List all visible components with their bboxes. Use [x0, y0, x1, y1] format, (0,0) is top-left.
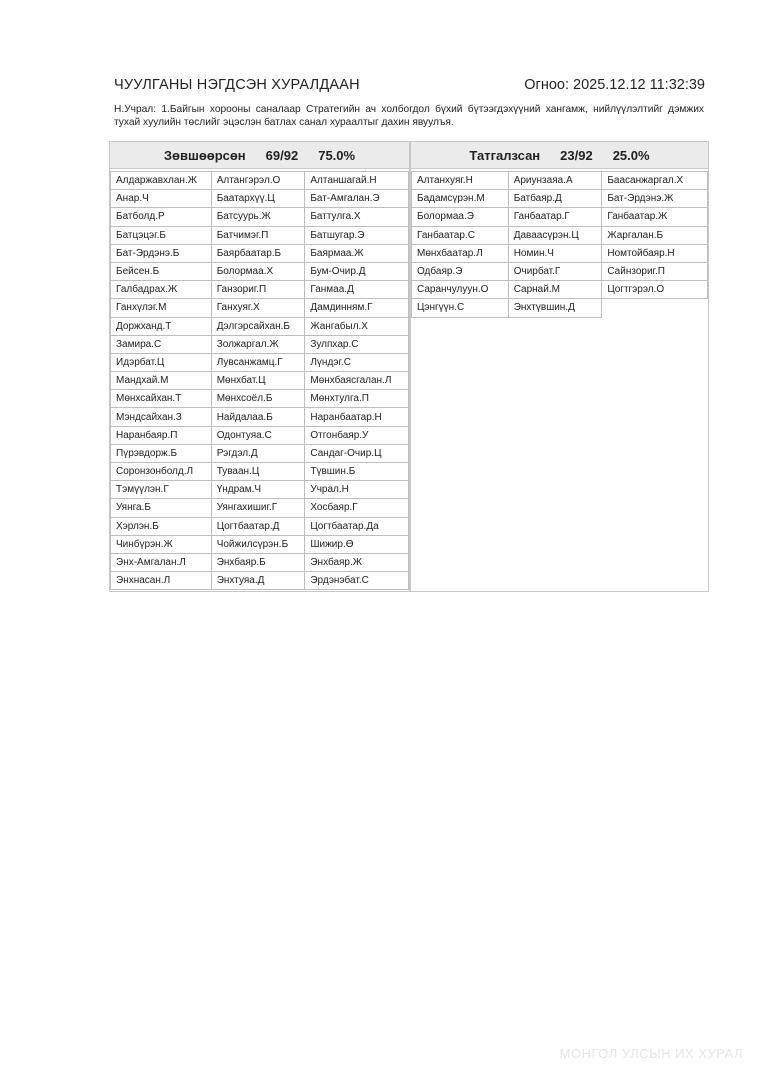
member-name: Сайнзориг.П: [602, 262, 708, 280]
member-name: Галбадрах.Ж: [111, 281, 212, 299]
member-name: Энхбаяр.Б: [211, 553, 305, 571]
member-name: Мөнхсайхан.Т: [111, 390, 212, 408]
reject-label: Татгалзсан: [469, 147, 541, 163]
member-name: Түвшин.Б: [305, 463, 409, 481]
table-row: [412, 244, 708, 262]
reject-header: [411, 142, 708, 169]
member-name: Очирбат.Г: [508, 262, 602, 280]
table-row: [111, 572, 409, 590]
member-name: Жаргалан.Б: [602, 226, 708, 244]
approve-header: [110, 142, 409, 169]
member-name: Идэрбат.Ц: [111, 353, 212, 371]
member-name: Ганбаатар.Г: [508, 208, 602, 226]
member-name: Уянга.Б: [111, 499, 212, 517]
member-name: Ганбаатар.С: [412, 226, 509, 244]
member-name: Номин.Ч: [508, 244, 602, 262]
approve-percent: 75.0%: [318, 147, 356, 163]
member-name: Зулпхар.С: [305, 335, 409, 353]
member-name: Ганбаатар.Ж: [602, 208, 708, 226]
member-name: Отгонбаяр.У: [305, 426, 409, 444]
member-name: Найдалаа.Б: [211, 408, 305, 426]
member-name: Наранбаатар.Н: [305, 408, 409, 426]
table-row: [412, 208, 708, 226]
member-name: Мөнхбат.Ц: [211, 372, 305, 390]
member-name: Мэндсайхан.З: [111, 408, 212, 426]
member-name: Номтойбаяр.Н: [602, 244, 708, 262]
member-name: Замира.С: [111, 335, 212, 353]
table-row: [111, 372, 409, 390]
table-row: [111, 463, 409, 481]
table-row: [111, 517, 409, 535]
page-title: ЧУУЛГАНЫ НЭГДСЭН ХУРАЛДААН: [114, 77, 360, 93]
member-name: Эрдэнэбат.С: [305, 572, 409, 590]
member-name: Энхнасан.Л: [111, 572, 212, 590]
member-name: Ганхүлэг.М: [111, 299, 212, 317]
member-name: Бат-Эрдэнэ.Б: [111, 244, 212, 262]
member-name: Даваасүрэн.Ц: [508, 226, 602, 244]
member-name: Учрал.Н: [305, 481, 409, 499]
reject-count: 23/92: [560, 147, 593, 163]
member-name: Баасанжаргал.Х: [602, 172, 708, 190]
member-name: Соронзонболд.Л: [111, 463, 212, 481]
member-name: Лувсанжамц.Г: [211, 353, 305, 371]
member-name: Мөнхтулга.П: [305, 390, 409, 408]
member-name: Үндрам.Ч: [211, 481, 305, 499]
reject-percent: 25.0%: [612, 147, 650, 163]
reject-names-table: [411, 171, 708, 318]
member-name: Сарнай.М: [508, 281, 602, 299]
member-name: [602, 299, 708, 317]
member-name: Уянгахишиг.Г: [211, 499, 305, 517]
table-row: [111, 244, 409, 262]
member-name: Анар.Ч: [111, 190, 212, 208]
member-name: Доржханд.Т: [111, 317, 212, 335]
member-name: Хэрлэн.Б: [111, 517, 212, 535]
member-name: Лүндэг.С: [305, 353, 409, 371]
member-name: Рэгдэл.Д: [211, 444, 305, 462]
member-name: Туваан.Ц: [211, 463, 305, 481]
member-name: Мөнхсоёл.Б: [211, 390, 305, 408]
table-row: [412, 299, 708, 317]
member-name: Ариунзаяа.А: [508, 172, 602, 190]
member-name: Бат-Эрдэнэ.Ж: [602, 190, 708, 208]
table-row: [111, 299, 409, 317]
member-name: Саранчулуун.О: [412, 281, 509, 299]
member-name: Баярбаатар.Б: [211, 244, 305, 262]
table-row: [111, 481, 409, 499]
member-name: Пүрэвдорж.Б: [111, 444, 212, 462]
table-row: [111, 390, 409, 408]
member-name: Батболд.Р: [111, 208, 212, 226]
member-name: Ганхуяг.Х: [211, 299, 305, 317]
approve-count: 69/92: [265, 147, 299, 163]
member-name: Бейсен.Б: [111, 262, 212, 280]
member-name: Бат-Амгалан.Э: [305, 190, 409, 208]
member-name: Мөнхбаясгалан.Л: [305, 372, 409, 390]
session-date: Огноо: 2025.12.12 11:32:39: [524, 77, 705, 93]
member-name: Баттулга.Х: [305, 208, 409, 226]
table-row: [111, 172, 409, 190]
reject-panel: [410, 141, 709, 592]
member-name: Одбаяр.Э: [412, 262, 509, 280]
table-row: [412, 190, 708, 208]
member-name: Энхтуяа.Д: [211, 572, 305, 590]
member-name: Баатархүү.Ц: [211, 190, 305, 208]
member-name: Алтаншагай.Н: [305, 172, 409, 190]
member-name: Мөнхбаатар.Л: [412, 244, 509, 262]
table-row: [412, 281, 708, 299]
member-name: Жангабыл.Х: [305, 317, 409, 335]
member-name: Батбаяр.Д: [508, 190, 602, 208]
motion-description: Н.Учрал: 1.Байгын хорооны саналаар Стратегийн ач холбогдол бүхий бүтээгдэхүүний хангамж, нийлүүлэлтийг дэмжих тухай хуулийн төслийг эцэслэн батлах санал хураалтыг дахин явуулъя.: [114, 104, 704, 128]
table-row: [111, 444, 409, 462]
member-name: Дамдинням.Г: [305, 299, 409, 317]
table-row: [111, 190, 409, 208]
member-name: Батшугар.Э: [305, 226, 409, 244]
member-name: Цогтбаатар.Д: [211, 517, 305, 535]
watermark-text: МОНГОЛ УЛСЫН ИХ ХУРАЛ: [559, 1046, 743, 1061]
member-name: Алтангэрэл.О: [211, 172, 305, 190]
table-row: [111, 262, 409, 280]
member-name: Чинбүрэн.Ж: [111, 535, 212, 553]
member-name: Золжаргал.Ж: [211, 335, 305, 353]
member-name: Алдаржавхлан.Ж: [111, 172, 212, 190]
member-name: Цэнгүүн.С: [412, 299, 509, 317]
table-row: [111, 553, 409, 571]
member-name: Цогтбаатар.Да: [305, 517, 409, 535]
member-name: Ганзориг.П: [211, 281, 305, 299]
member-name: Шижир.Ө: [305, 535, 409, 553]
table-row: [412, 262, 708, 280]
member-name: Мандхай.М: [111, 372, 212, 390]
table-row: [111, 353, 409, 371]
member-name: Бадамсүрэн.М: [412, 190, 509, 208]
member-name: Болормаа.Х: [211, 262, 305, 280]
member-name: Цогтгэрэл.О: [602, 281, 708, 299]
approve-panel: [109, 141, 410, 592]
table-row: [111, 499, 409, 517]
member-name: Алтанхуяг.Н: [412, 172, 509, 190]
table-row: [111, 335, 409, 353]
member-name: Батчимэг.П: [211, 226, 305, 244]
table-row: [412, 172, 708, 190]
table-row: [111, 535, 409, 553]
member-name: Бум-Очир.Д: [305, 262, 409, 280]
member-name: Тэмүүлэн.Г: [111, 481, 212, 499]
table-row: [412, 226, 708, 244]
table-row: [111, 317, 409, 335]
member-name: Энх-Амгалан.Л: [111, 553, 212, 571]
member-name: Болормаа.Э: [412, 208, 509, 226]
member-name: Чойжилсүрэн.Б: [211, 535, 305, 553]
member-name: Сандаг-Очир.Ц: [305, 444, 409, 462]
member-name: Батсуурь.Ж: [211, 208, 305, 226]
member-name: Энхтүвшин.Д: [508, 299, 602, 317]
approve-names-table: [110, 171, 409, 590]
table-row: [111, 208, 409, 226]
member-name: Хосбаяр.Г: [305, 499, 409, 517]
table-row: [111, 281, 409, 299]
member-name: Баярмаа.Ж: [305, 244, 409, 262]
member-name: Энхбаяр.Ж: [305, 553, 409, 571]
table-row: [111, 426, 409, 444]
member-name: Наранбаяр.П: [111, 426, 212, 444]
member-name: Дэлгэрсайхан.Б: [211, 317, 305, 335]
table-row: [111, 408, 409, 426]
member-name: Батцэцэг.Б: [111, 226, 212, 244]
approve-label: Зөвшөөрсөн: [163, 147, 246, 163]
member-name: Ганмаа.Д: [305, 281, 409, 299]
table-row: [111, 226, 409, 244]
member-name: Одонтуяа.С: [211, 426, 305, 444]
